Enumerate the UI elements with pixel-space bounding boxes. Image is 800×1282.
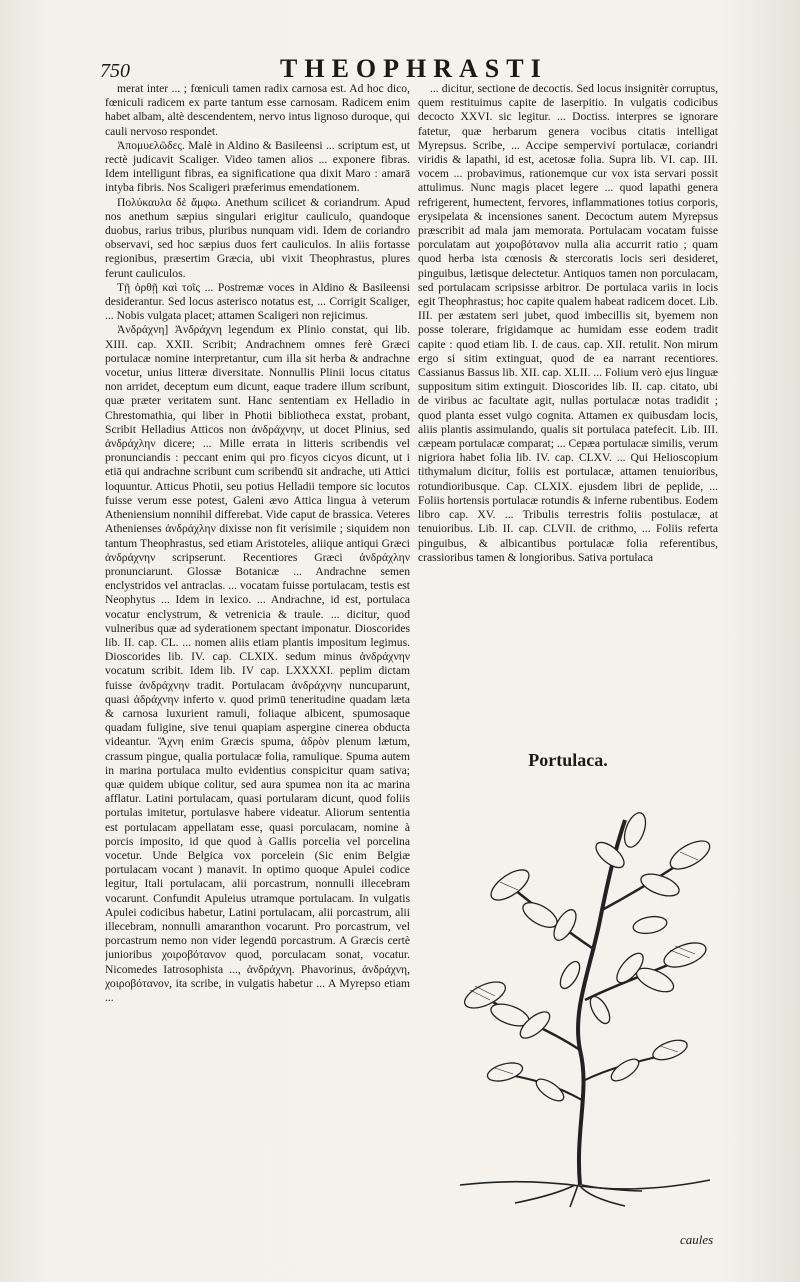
ground-line [460, 1180, 710, 1189]
left-paragraph: Πολύκαυλα δὲ ἄμφω. Anethum scilicet & coriandrum. Apud nos anethum sæpius singulari erigitur cauliculo, quandoque duobus, rarius tribus, pluribus nunquam vidi. Idem de coriandro observavi, sed hoc sæpius duos fert cauliculos. In aliis fortasse regionibus, præsertim Græcia, ubi vixit Theophrastus, plures ferunt cauliculos. [105, 195, 410, 280]
right-paragraph: ... dicitur, sectione de decoctis. Sed locus insignitèr corruptus, quem restituimus capite de laserpitio. In vulgatis codicibus decocto XXVI. sic legitur. ... Doctiss. interpres se ignorare fatetur, quæ herbarum genera vocibus citatis intelligat Myrepsus. Scribe, ... Accipe semperviví portulacæ, coriandri viridis & lapathi, id est, acetosæ folia. Supra lib. VI. cap. III. vocem ... probavimus, rationemque cur vox ista servari possit attulimus. Nunc magis placet legere ... quod lapathi genera refrigerent, humectent, fervores, inflammationes totius corporis, erysipelata & incensiones sanent. Decoctum autem Myrepsus præscribit ad mala jam memorata. Portulacam vocatam fuisse porculatam aut χοιροβότανον nulla alia accurrit ratio ; quam quod herba ista cœnosis & stercoratis locis seri desideret, pinguibus, lætisque delectetur. Antiquos tamen non porculacam, sed portulacam scripsisse arbitror. De portulaca variis in locis egit Theophrastus; hoc capite qualem habeat radicem docet. Lib. III. per æstatem seri jubet, quod imbecillis sit, byemem non posse tolerare, frigidamque ac humidam esse eodem tradit capite : quod etiam lib. I. de caus. cap. XII. retulit. Non mirum ergo si sitim extinguat, quod de ea narrant recentiores. Cassianus Bassus lib. XII. cap. XLII. ... Folium verò ejus linguæ suppositum sitim extinguit. Dioscorides lib. II. cap. citato, ubi de viribus ac facultate agit, nullas portulacæ notas tradidit ; quod planta esset vulgo cognita. Attamen ex quibusdam locis, aliis plantis assimulando, qualis sit portulaca patefecit. Lib. III. cæpeam portulacæ comparat; ... Cepæa portulacæ similis, verum nigriora habet folia lib. IV. cap. CLXV. ... Qui Helioscopium tithymalum dicitur, foliis est portulacæ, attamen tenuioribus, rotundioribusque. Cap. CLXIX. ejusdem libri de peplide, ... Foliis hortensis portulacæ rotundis & inferne rubentibus. Eodem libro cap. XV. ... Tribulis terrestris foliis postulacæ, at tenuioribus. Lib. II. cap. CLVII. de crithmo, ... Foliis referta pinguibus, & albicantibus portulacæ folia referentibus, crassioribus tamen & longioribus. Sativa portulaca [418, 82, 718, 564]
left-paragraph: Ἀνδράχνη] Ἀνδράχνη legendum ex Plinio constat, qui lib. XIII. cap. XXII. Scribit; Andrachnem omnes ferè Græci portulacæ nomine interpretantur, cum illa sit herba & andrachne vocetur, unius litteræ diversitate. Nonnullis Plinii locus citatus non arridet, deceptum eum dicunt, eaque tradere illum scribunt, quæ præter veritatem sunt. Hanc sententiam ex Helladio in Chrestomathia, qui liber in Photii bibliotheca exstat, probant, Scribit Helladius Atticos non ἀνδράχνην, ut docet Plinius, sed ἀνδράχλην dicere; ... Mille errata in litteris scribendis vel pronunciandis : peccant enim qui pro ficyos cicyos dicunt, ut i etiā qui andrachne scribunt cum scribendū sit andrache, uti Attici loquuntur. Atticus Photii, seu potius Helladii tempore sic locutos fuisse verum esse potest, Galeni ævo Attica lingua à veterum Atheniensium nonnihil differebat. Vide caput de brassica. Veteres Athenienses ἀνδράχλην dixisse non fit verisimile ; siquidem non tantum Theophrastus, sed etiam Aristoteles, aliique antiqui Græci ἀνδράχνην scripserunt. Recentiores Græci ἀνδράχλην pronunciarunt. Glossæ Botanicæ ... Andrachne semen enclystridos vel antraclas. ... vocatam fuisse portulacam, testis est Neophytus ... Idem in lexico. ... Andrachne, id est, portulaca vocatur enclystrum, & vetrenicia & traule. ... dicitur, quod vulneribus quæ ad syderationem spectant imponatur. Dioscorides lib. II. cap. CL. ... nomen aliis etiam plantis impositum legimus. Dioscorides lib. IV. cap. CLXIX. sedum minus ἀνδράχνην vocatum scribit. Idem lib. IV cap. LXXXXI. peplim dictam fuisse ἀνδράχνην tradit. Portulacam ἀνδράχνην nuncuparunt, quasi ἀδράχνην inferto v. quod primū teneritudine quadam læta & carnosa luxurient ramuli, foliaque albicent, spumosaque quadam fuligine, sive tenui quapiam aspergine cinerea obducta videantur. Ἄχνη enim Græcis spuma, ἁδρὸν plenum lætum, crassum pingue, qualia portulacæ folia, ramulique. Spuma autem in marina portulaca multo evidentius conspicitur quam sativa; quæ quidem ubique colitur, sed aura spumea non ita ac marina afflatur. Latini portulacam, quasi portularam dicunt, quod foliis portulas imitetur, portulasve habere videatur. Aliorum sententia est portulacam appellatam esse, quasi porculacam, nomine à porcis imposito, id que quod à Gallis porcelia vel porcelina vocetur. Unde Belgica vox porcelein (Sic enim Belgiæ portulacam vocant ) manavit. In optimo quoque Apulei codice legitur, Itali portulacam, alii porcastrum, nonnulli illecebram vocarunt. Confundit Apuleius utramque portulacam. In vulgatis Apulei codicibus habetur, Latini portulacam, alii porcastrum, alii illecebram, nonnulli amaranthon vocarunt. Pro porcastrum, vel porcastrum nemo non vider legendū porcastrum. A Græcis certè junioribus χοιροβότανον quod, porculacam sonat, vocatur. Nicomedes Iatrosophista ..., ἀνδράχνη. Phavorinus, ἀνδράχνη, χοιροβότανον, ita scribe, in vulgatis habetur ... A Myrepso etiam ... [105, 323, 410, 1004]
portulaca-woodcut-illustration [440, 800, 720, 1210]
right-text-column [418, 82, 718, 772]
left-paragraph: merat inter ... ; fœniculi tamen radix carnosa est. Ad hoc dico, fœniculi radicem ex parte tantum esse carnosam. Radicem enim habet albam, altè descendentem, nervo intus lignoso duroque, qui cauli nervoso respondet. [105, 82, 410, 138]
left-paragraph: Τῇ ὀρθῇ καὶ τοῖς ... Postremæ voces in Aldino & Basileensi desiderantur. Sed locus asterisco notatus est, ... Corrigit Scaliger, ... Nobis vulgata placet; attamen Scaligeri non rejicimus. [105, 280, 410, 323]
running-title: THEOPHRASTI [280, 54, 548, 83]
page-header [100, 54, 740, 84]
catchword: caules [680, 1232, 714, 1247]
plate-caption: Portulaca. [528, 750, 608, 770]
left-paragraph: Ἀπομυελῶδες. Malè in Aldino & Basileensi ... scriptum est, ut rectè judicavit Scaliger. Video tamen alios ... exponere fibras. Idem intelligunt fibras, ea significatione qua dixit Maro : amarā intyba fibris. Nos Scaligeri præferimus emendationem. [105, 138, 410, 195]
left-text-column [105, 82, 410, 1232]
page-number: 750 [100, 60, 130, 82]
